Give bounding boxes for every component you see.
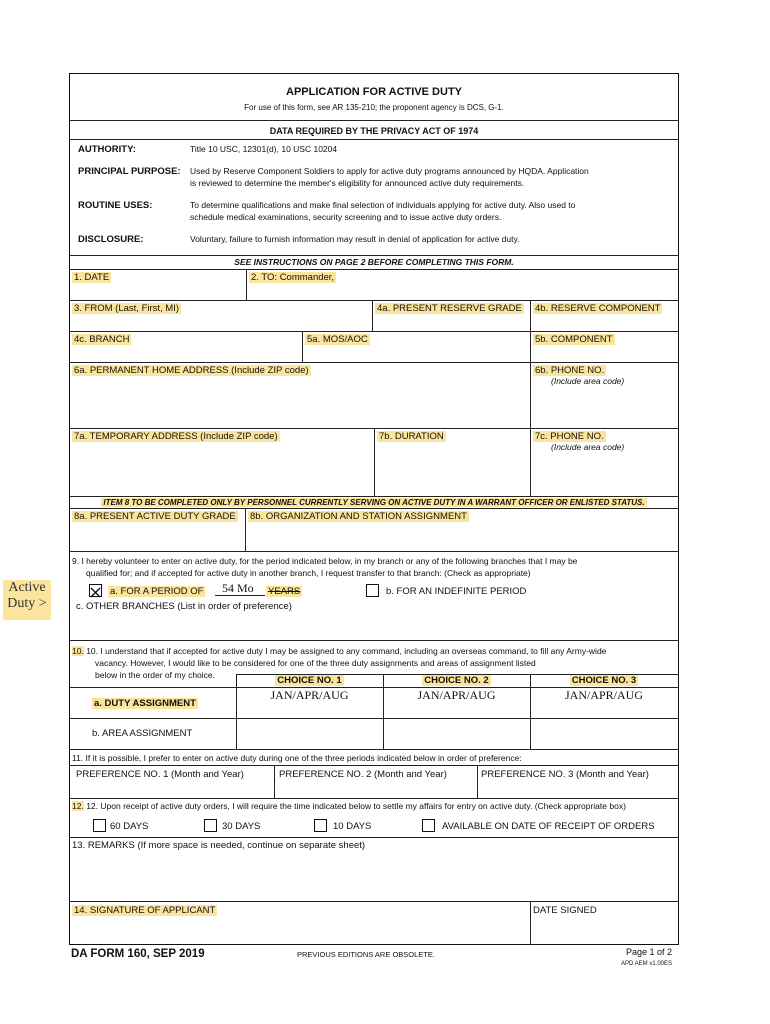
active-duty-side-tab[interactable]: [3, 580, 51, 620]
privacy-act-title: DATA REQUIRED BY THE PRIVACY ACT OF 1974: [269, 126, 479, 136]
purpose-text-2: is reviewed to determine the member's eligibility for announced active duty requirements.: [190, 178, 525, 188]
routine-uses-label: ROUTINE USES:: [78, 200, 153, 211]
form-subtitle: For use of this form, see AR 135-210; the proponent agency is DCS, G-1.: [244, 103, 504, 112]
disclosure-label: DISCLOSURE:: [78, 234, 144, 245]
date-field-label[interactable]: 1. DATE: [74, 272, 110, 283]
check-x-icon: [90, 587, 101, 598]
preference-1-field-label[interactable]: PREFERENCE NO. 1 (Month and Year): [76, 769, 244, 780]
option-b-label: b. FOR AN INDEFINITE PERIOD: [386, 586, 527, 597]
duty-choice-1-value[interactable]: JAN/APR/AUG: [270, 688, 349, 702]
home-address-field-label[interactable]: 6a. PERMANENT HOME ADDRESS (Include ZIP code): [74, 365, 309, 376]
item11-text: 11. If it is possible, I prefer to enter on active duty during one of the three periods indicated below in order of preference:: [72, 753, 522, 763]
item10-text-3: below in the order of my choice.: [95, 670, 216, 680]
apd-version: APD AEM v1.00ES: [621, 961, 673, 967]
sixty-days-checkbox[interactable]: [93, 819, 106, 832]
choice-3-header: CHOICE NO. 3: [571, 675, 637, 686]
previous-editions-note: PREVIOUS EDITIONS ARE OBSOLETE.: [297, 950, 435, 959]
item12-text: 12. 12. Upon receipt of active duty orders, I will require the time indicated below to settle my affairs for entry on active duty. (Check appropriate box): [72, 801, 626, 811]
purpose-text-1: Used by Reserve Component Soldiers to apply for active duty programs announced by HQDA. Application: [190, 166, 589, 176]
to-commander-field-label[interactable]: 2. TO: Commander,: [251, 272, 335, 283]
routine-text-2: schedule medical examinations, security screening and to issue active duty orders.: [190, 212, 502, 222]
principal-purpose-label: PRINCIPAL PURPOSE:: [78, 166, 181, 177]
duty-assignment-label: a. DUTY ASSIGNMENT: [94, 698, 196, 709]
date-signed-field-label[interactable]: DATE SIGNED: [533, 905, 597, 916]
item10-text-1: 10. 10. I understand that if accepted for active duty I may be assigned to any command, including an overseas command, to fill any Army-wide: [72, 646, 607, 656]
choice-2-header: CHOICE NO. 2: [424, 675, 489, 686]
duty-choice-2-value[interactable]: JAN/APR/AUG: [417, 688, 496, 702]
branch-field-label[interactable]: 4c. BRANCH: [74, 334, 130, 345]
available-on-receipt-checkbox[interactable]: [422, 819, 435, 832]
ten-days-label: 10 DAYS: [333, 821, 372, 832]
instructions-banner: SEE INSTRUCTIONS ON PAGE 2 BEFORE COMPLETING THIS FORM.: [234, 257, 514, 267]
phone-6b-field-label[interactable]: 6b. PHONE NO.: [535, 365, 605, 376]
phone-6b-hint: (Include area code): [551, 376, 625, 386]
routine-text-1: To determine qualifications and make final selection of individuals applying for active duty. Also used to: [190, 200, 576, 210]
side-tab-line2: Duty >: [7, 596, 47, 611]
page-number: Page 1 of 2: [626, 947, 673, 957]
available-on-receipt-label: AVAILABLE ON DATE OF RECEIPT OF ORDERS: [442, 821, 655, 832]
side-tab-line1: Active: [8, 580, 46, 595]
form-id: DA FORM 160, SEP 2019: [71, 948, 205, 960]
thirty-days-label: 30 DAYS: [222, 821, 261, 832]
period-checkbox[interactable]: [89, 584, 102, 597]
application-form: [69, 73, 679, 945]
indefinite-period-checkbox[interactable]: [366, 584, 379, 597]
option-a-label: a. FOR A PERIOD OF: [110, 586, 204, 597]
remarks-field-label[interactable]: 13. REMARKS (If more space is needed, continue on separate sheet): [72, 840, 366, 851]
period-value[interactable]: 54 Mo: [222, 581, 254, 595]
preference-3-field-label[interactable]: PREFERENCE NO. 3 (Month and Year): [481, 769, 649, 780]
phone-7c-hint: (Include area code): [551, 442, 625, 452]
reserve-grade-field-label[interactable]: 4a. PRESENT RESERVE GRADE: [377, 303, 522, 314]
choice-1-header: CHOICE NO. 1: [277, 675, 342, 686]
organization-station-field-label[interactable]: 8b. ORGANIZATION AND STATION ASSIGNMENT: [250, 511, 467, 522]
sixty-days-label: 60 DAYS: [110, 821, 149, 832]
duty-choice-3-value[interactable]: JAN/APR/AUG: [564, 688, 643, 702]
thirty-days-checkbox[interactable]: [204, 819, 217, 832]
duration-field-label[interactable]: 7b. DURATION: [379, 431, 444, 442]
ten-days-checkbox[interactable]: [314, 819, 327, 832]
preference-2-field-label[interactable]: PREFERENCE NO. 2 (Month and Year): [279, 769, 447, 780]
phone-7c-field-label[interactable]: 7c. PHONE NO.: [535, 431, 604, 442]
other-branches-label: c. OTHER BRANCHES (List in order of preference): [76, 601, 292, 612]
item9-text-2: qualified for; and if accepted for active duty in another branch, I request transfer to that branch: (Check as appropriate): [86, 568, 531, 578]
item10-text-2: vacancy. However, I would like to be considered for one of the three duty assignments and areas of assignment listed: [95, 658, 536, 668]
item8-banner: ITEM 8 TO BE COMPLETED ONLY BY PERSONNEL CURRENTLY SERVING ON ACTIVE DUTY IN A WARRANT OFFICER OR ENLISTED STATUS.: [103, 498, 645, 507]
authority-label: AUTHORITY:: [78, 144, 136, 155]
component-field-label[interactable]: 5b. COMPONENT: [535, 334, 613, 345]
item9-text-1: 9. I hereby volunteer to enter on active duty, for the period indicated below, in my branch or any of the following branches that I may be: [72, 556, 578, 566]
temporary-address-field-label[interactable]: 7a. TEMPORARY ADDRESS (Include ZIP code): [74, 431, 278, 442]
disclosure-text: Voluntary, failure to furnish information may result in denial of application for active duty.: [190, 234, 520, 244]
from-field-label[interactable]: 3. FROM (Last, First, MI): [74, 303, 180, 314]
area-assignment-label: b. AREA ASSIGNMENT: [92, 728, 193, 739]
authority-text: Title 10 USC, 12301(d), 10 USC 10204: [190, 144, 338, 154]
years-label: YEARS: [268, 586, 301, 597]
mos-aoc-field-label[interactable]: 5a. MOS/AOC: [307, 334, 368, 345]
signature-field-label[interactable]: 14. SIGNATURE OF APPLICANT: [74, 905, 216, 916]
reserve-component-field-label[interactable]: 4b. RESERVE COMPONENT: [535, 303, 661, 314]
active-duty-grade-field-label[interactable]: 8a. PRESENT ACTIVE DUTY GRADE: [74, 511, 236, 522]
form-title: APPLICATION FOR ACTIVE DUTY: [286, 86, 462, 98]
